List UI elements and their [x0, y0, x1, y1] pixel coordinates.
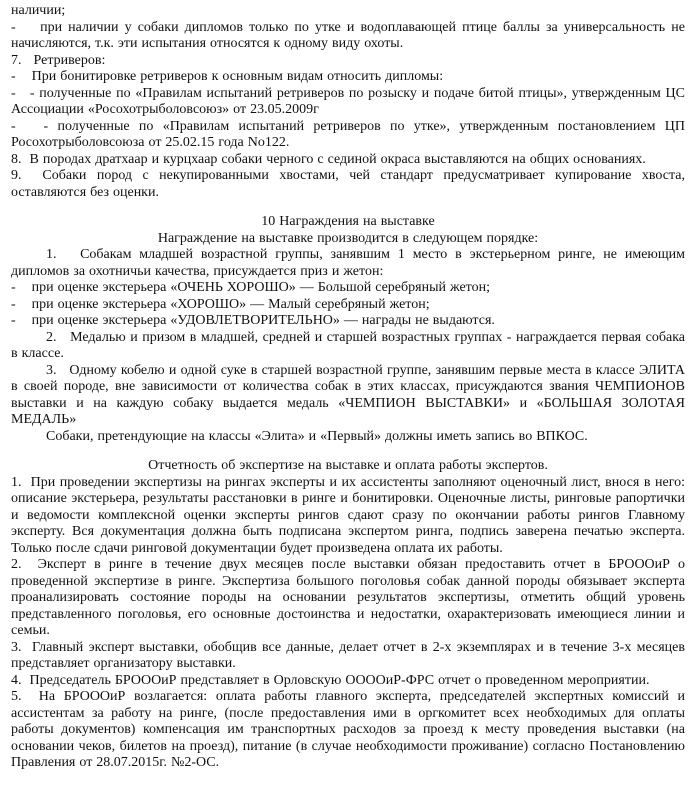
paragraph: 7. Ретриверов:: [11, 52, 106, 68]
paragraph: 3. Одному кобелю и одной суке в старшей возрастной группе, занявшим первые места в классе ЭЛИТА в своей породе, вне зависимости от количества собак в этих классах, присуждаются звания ЧЕМПИОНОВ выставки и на каждую собаку выдается медаль «ЧЕМПИОН ВЫСТАВКИ» и «БОЛЬШАЯ ЗОЛОТАЯ МЕДАЛЬ»: [11, 362, 685, 427]
paragraph: 1. При проведении экспертизы на рингах эксперты и их ассистенты заполняют оценочный лист, внося в него: описание экстерьера, результаты расстановки в ринге и бонитировки. Оценочные листы, ринговые рапортички и ведомости комплексной оценки эксперты рингов сдают сразу по окончании работы рингов Главному эксперту. Вся документация должна быть подписана экспертом ринга, подпись заверена печатью эксперта. Только после сдачи ринговой документации будет произведена оплата их работы.: [11, 474, 685, 556]
paragraph: 1. Собакам младшей возрастной группы, занявшим 1 место в экстерьерном ринге, не имеющим дипломов за охотничьи качества, присуждается приз и жетон:: [11, 247, 685, 279]
paragraph: - при оценке экстерьера «ОЧЕНЬ ХОРОШО» — Большой серебряный жетон;: [11, 280, 490, 295]
paragraph: - при оценке экстерьера «УДОВЛЕТВОРИТЕЛЬНО» — награды не выдаются.: [11, 313, 495, 328]
paragraph: Награждение на выставке производится в следующем порядке:: [157, 230, 539, 246]
paragraph: - при оценке экстерьера «ХОРОШО» — Малый серебряный жетон;: [11, 296, 430, 312]
paragraph: 2. Эксперт в ринге в течение двух месяцев после выставки обязан предоставить отчет в БРОООиР о проведенной экспертизе в ринге. Экспертиза большого поголовья собак данной породы обязывает эксперта проанализировать состояние породы на основании результатов экспертизы, отметить общий уровень представленного поголовья, его основные достоинства и недостатки, охарактеризовать имеющиеся линии и семьи.: [11, 557, 685, 638]
paragraph: - - полученные по «Правилам испытаний ретриверов по розыску и подаче битой птицы», утвержденным ЦС Ассоциации «Росохотрыболовсоюз» от 23.05.2009г: [11, 85, 685, 117]
paragraph: Отчетность об экспертизе на выставке и оплата работы экспертов.: [148, 458, 548, 473]
paragraph: 3. Главный эксперт выставки, обобщив все данные, делает отчет в 2-х экземплярах и в течение 3-х месяцев представляет организатору выставки.: [11, 639, 685, 671]
paragraph: 5. На БРОООиР возлагается: оплата работы главного эксперта, председателей экспертных комиссий и ассистентам за работу на ринге, (после предоставления ими в оргкомитет всех необходимых для оплаты работы документов) компенсация им транспортных расходов за проезд к месту проведения выставки (на основании чеков, билетов на проезд), питание (в случае необходимости проживание) согласно Постановлению Правления от 28.07.2015г. №2-ОС.: [11, 689, 685, 770]
paragraph: 10 Награждения на выставке: [261, 214, 435, 229]
paragraph: Собаки, претендующие на классы «Элита» и «Первый» должны иметь запись во ВПКОС.: [46, 428, 588, 444]
paragraph: - - полученные по «Правилам испытаний ретриверов по утке», утвержденным постановлением ЦП Росохотрыболовсоюза от 25.02.15 года No122.: [11, 118, 685, 150]
paragraph: 4. Председатель БРОООиР представляет в Орловскую ООООиР-ФРС отчет о проведенном мероприятии.: [11, 672, 650, 688]
paragraph: - при наличии у собаки дипломов только по утке и водоплавающей птице баллы за универсальность не начисляются, т.к. эти испытания относятся к одному виду охоты.: [11, 19, 685, 51]
paragraph: 9. Собаки пород с некупированными хвостами, чей стандарт предусматривает купирование хвоста, оставляются без оценки.: [11, 168, 685, 200]
paragraph: наличии;: [11, 3, 66, 18]
paragraph: 2. Медалью и призом в младшей, средней и старшей возрастных группах - награждается первая собака в классе.: [11, 329, 685, 361]
paragraph: 8. В породах дратхаар и курцхаар собаки черного с сединой окраса выставляются на общих основаниях.: [11, 151, 646, 167]
paragraph: - При бонитировке ретриверов к основным видам относить дипломы:: [11, 69, 444, 84]
